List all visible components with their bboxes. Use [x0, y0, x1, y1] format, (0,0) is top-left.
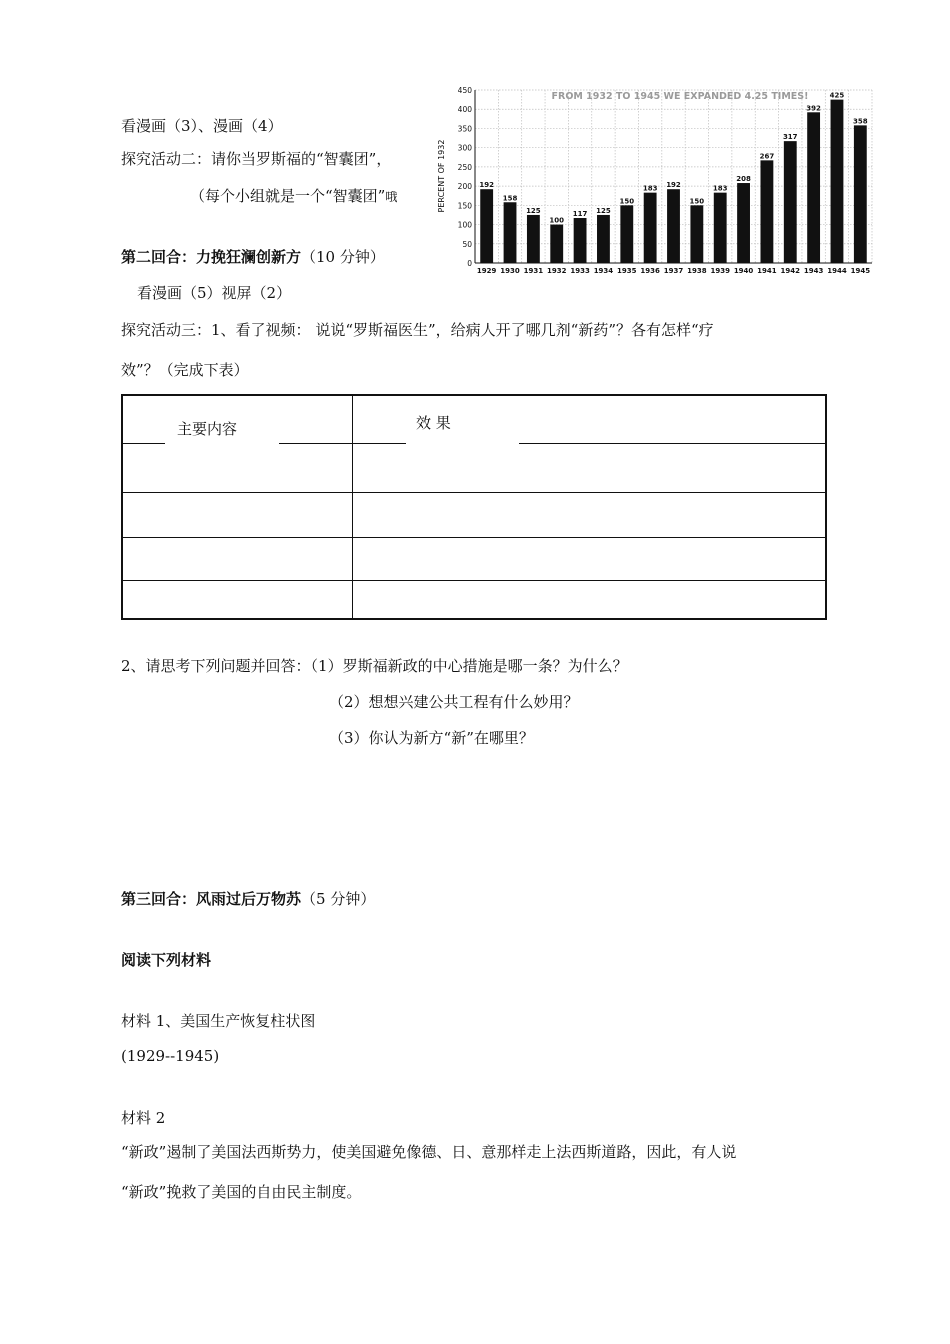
chart-y-tick-label: 150 [457, 201, 472, 211]
chart-bar-1944 [831, 100, 844, 263]
round-3-time: （5 分钟） [301, 890, 376, 908]
text-line-group-note [190, 186, 397, 207]
chart-value-label: 117 [572, 210, 588, 219]
chart-value-label: 317 [782, 133, 798, 142]
round-2-heading [121, 247, 385, 267]
production-recovery-bar-chart [432, 84, 876, 280]
material-1-range: (1929--1945) [121, 1047, 220, 1065]
chart-bar-1931 [527, 215, 540, 263]
chart-x-tick-label: 1945 [850, 267, 871, 275]
chart-value-label: 150 [619, 197, 635, 206]
chart-x-tick-label: 1941 [757, 267, 777, 275]
chart-y-tick-labels [458, 86, 473, 268]
chart-value-label: 183 [712, 184, 728, 193]
chart-value-label: 425 [829, 91, 845, 100]
table-header-underline [519, 443, 825, 444]
chart-bar-1943 [807, 112, 820, 263]
chart-value-label: 125 [596, 206, 611, 215]
chart-y-tick-label: 200 [457, 182, 472, 192]
chart-value-label: 392 [806, 104, 821, 113]
chart-bar-1935 [620, 205, 633, 263]
chart-y-axis-label: PERCENT OF 1932 [437, 139, 446, 213]
material-2-text-line-2: “新政”挽救了美国的自由民主制度。 [121, 1183, 362, 1201]
chart-value-label: 192 [479, 181, 494, 190]
chart-value-label: 267 [759, 152, 775, 161]
chart-value-label: 158 [502, 194, 518, 203]
table-row-divider [123, 580, 825, 581]
chart-bar-1934 [597, 215, 610, 263]
chart-bar-1936 [644, 193, 657, 263]
chart-value-label: 192 [666, 181, 681, 190]
chart-value-label: 183 [642, 184, 658, 193]
chart-value-label: 150 [689, 197, 705, 206]
chart-x-tick-label: 1943 [803, 267, 824, 275]
material-1-title: 材料 1、美国生产恢复柱状图 [121, 1012, 316, 1030]
chart-y-tick-label: 450 [457, 86, 472, 95]
chart-bar-1929 [480, 189, 493, 263]
chart-title: FROM 1932 TO 1945 WE EXPANDED 4.25 TIMES! [551, 91, 809, 102]
text-line-cartoon-5: 看漫画（5）视屏（2） [137, 284, 292, 302]
table-column-divider [352, 396, 353, 620]
chart-y-tick-label: 300 [457, 143, 472, 153]
chart-bar-1937 [667, 189, 680, 263]
chart-x-tick-label: 1934 [593, 267, 614, 275]
chart-bar-1940 [737, 183, 750, 263]
text-line-cartoon-3-4: 看漫画（3）、漫画（4） [121, 117, 283, 135]
text-line-activity-3: 探究活动三：1、看了视频： 说说“罗斯福医生”，给病人开了哪几剂“新药”？各有怎样“疗 [121, 321, 714, 339]
table-row-divider [123, 537, 825, 538]
group-note-text: （每个小组就是一个“智囊团” [190, 187, 386, 205]
chart-x-tick-label: 1938 [687, 267, 707, 275]
text-line-fill-table: 效”？（完成下表） [121, 361, 249, 379]
chart-x-tick-label: 1940 [733, 267, 754, 275]
chart-bar-1938 [690, 205, 703, 263]
table-header-main-content: 主要内容 [177, 420, 238, 438]
chart-y-tick-label: 350 [457, 124, 472, 134]
material-2-text-line-1: “新政”遏制了美国法西斯势力，使美国避免像德、日、意那样走上法西斯道路，因此，有人说 [121, 1143, 737, 1161]
read-materials-heading: 阅读下列材料 [121, 951, 212, 969]
table-header-underline [123, 443, 165, 444]
chart-y-tick-label: 0 [467, 259, 472, 268]
chart-value-label: 125 [526, 206, 541, 215]
chart-bar-1933 [574, 218, 587, 263]
chart-x-tick-label: 1931 [523, 267, 544, 275]
chart-value-label: 358 [853, 117, 868, 126]
chart-x-tick-label: 1944 [827, 267, 847, 275]
chart-y-tick-label: 400 [457, 105, 472, 115]
chart-x-tick-label: 1929 [476, 267, 497, 275]
chart-bar-1945 [854, 125, 867, 263]
chart-x-tick-label: 1937 [663, 267, 684, 275]
chart-x-tick-labels [477, 267, 870, 275]
round-2-time: （10 分钟） [301, 248, 385, 266]
chart-x-tick-label: 1939 [710, 267, 730, 275]
chart-value-label: 100 [549, 216, 565, 225]
chart-x-tick-label: 1942 [780, 267, 801, 275]
chart-bar-1932 [550, 225, 563, 263]
chart-bar-1930 [504, 202, 517, 263]
chart-x-tick-label: 1935 [617, 267, 637, 275]
question-3: （3）你认为新方“新”在哪里？ [329, 729, 534, 747]
chart-x-tick-label: 1932 [546, 267, 567, 275]
chart-bar-1942 [784, 141, 797, 263]
text-line-activity-2: 探究活动二：请你当罗斯福的“智囊团”， [121, 150, 392, 168]
chart-bar-1939 [714, 193, 727, 263]
chart-bar-1941 [760, 160, 773, 263]
table-row-divider [123, 492, 825, 493]
group-note-tail: 哦 [385, 190, 398, 204]
chart-y-tick-label: 100 [457, 220, 472, 230]
chart-x-tick-label: 1936 [640, 267, 660, 275]
chart-y-tick-label: 250 [457, 162, 472, 172]
chart-x-tick-label: 1930 [500, 267, 520, 275]
round-3-heading [121, 889, 375, 909]
question-2: （2）想想兴建公共工程有什么妙用？ [329, 693, 579, 711]
results-table [121, 394, 827, 620]
round-3-title: 第三回合：风雨过后万物苏 [121, 890, 302, 908]
table-header-effect: 效 果 [416, 414, 451, 432]
chart-value-label: 208 [736, 175, 751, 184]
round-2-title: 第二回合：力挽狂澜创新方 [121, 248, 302, 266]
chart-y-tick-label: 50 [462, 239, 472, 249]
chart-x-tick-label: 1933 [570, 267, 590, 275]
material-2-title: 材料 2 [121, 1109, 166, 1127]
question-intro: 2、请思考下列问题并回答：（1）罗斯福新政的中心措施是哪一条？为什么？ [121, 657, 628, 675]
table-header-underline [279, 443, 406, 444]
